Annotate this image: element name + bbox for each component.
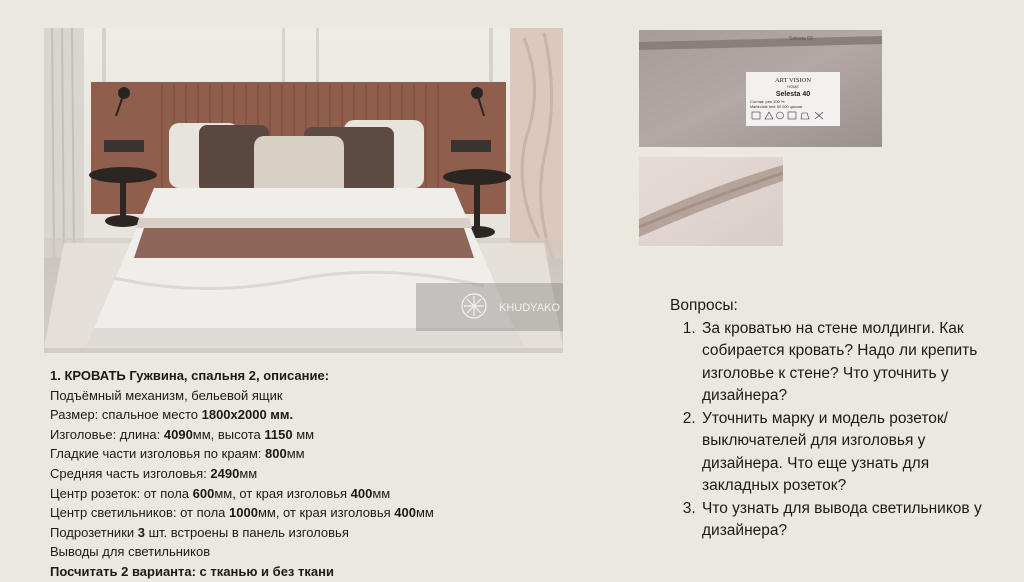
questions-list [670,318,1000,543]
label-brand: ART VISION [774,77,812,84]
description-line: Выводы для светильников [50,544,211,560]
fabric-edge-text: Selesta 03 [789,36,813,42]
description-line: Изголовье: длина: 4090мм, высота 1150 мм [50,426,315,442]
question-item: 3. Что узнать для вывода светильников у дизайнера? [700,498,1000,543]
description-line: Гладкие части изголовья по краям: 800мм [50,446,305,462]
label-model: Selesta 40 [775,91,811,98]
questions-block [670,295,1000,543]
fabric-label-photo [639,30,882,147]
description-line: Средняя часть изголовья: 2490мм [50,465,258,481]
description-footer: Посчитать 2 варианта: с тканью и без ткани [50,563,334,579]
question-item: 1. За кроватью на стене молдинги. Как собирается кровать? Надо ли крепить изголовье к стене? Что уточнить у дизайнера? [700,318,1000,408]
watermark-text: KHUDYAKO [499,302,560,314]
description-line: Центр розеток: от пола 600мм, от края изголовья 400мм [50,485,391,501]
label-martindale: Martindale test: 60 000 циклов [750,105,803,109]
label-composition: Состав: pes 100 % [750,99,785,104]
description-title: 1. КРОВАТЬ Гужвина, спальня 2, описание: [50,368,330,383]
fabric-swatch-photo [639,157,783,246]
description-line: Размер: спальное место 1800х2000 мм. [50,407,294,423]
label-sub: HOME [787,84,799,89]
questions-heading: Вопросы: [670,297,738,314]
bed-photo [44,28,563,353]
description-line: Подъёмный механизм, бельевой ящик [50,387,283,403]
question-item: 2. Уточнить марку и модель розеток/выключателей для изголовья у дизайнера. Что еще узнать для закладных розеток? [700,408,1000,498]
bed-description [50,366,570,582]
description-line: Центр светильников: от пола 1000мм, от края изголовья 400мм [50,505,434,521]
description-line: Подрозетники 3 шт. встроены в панель изголовья [50,524,349,540]
